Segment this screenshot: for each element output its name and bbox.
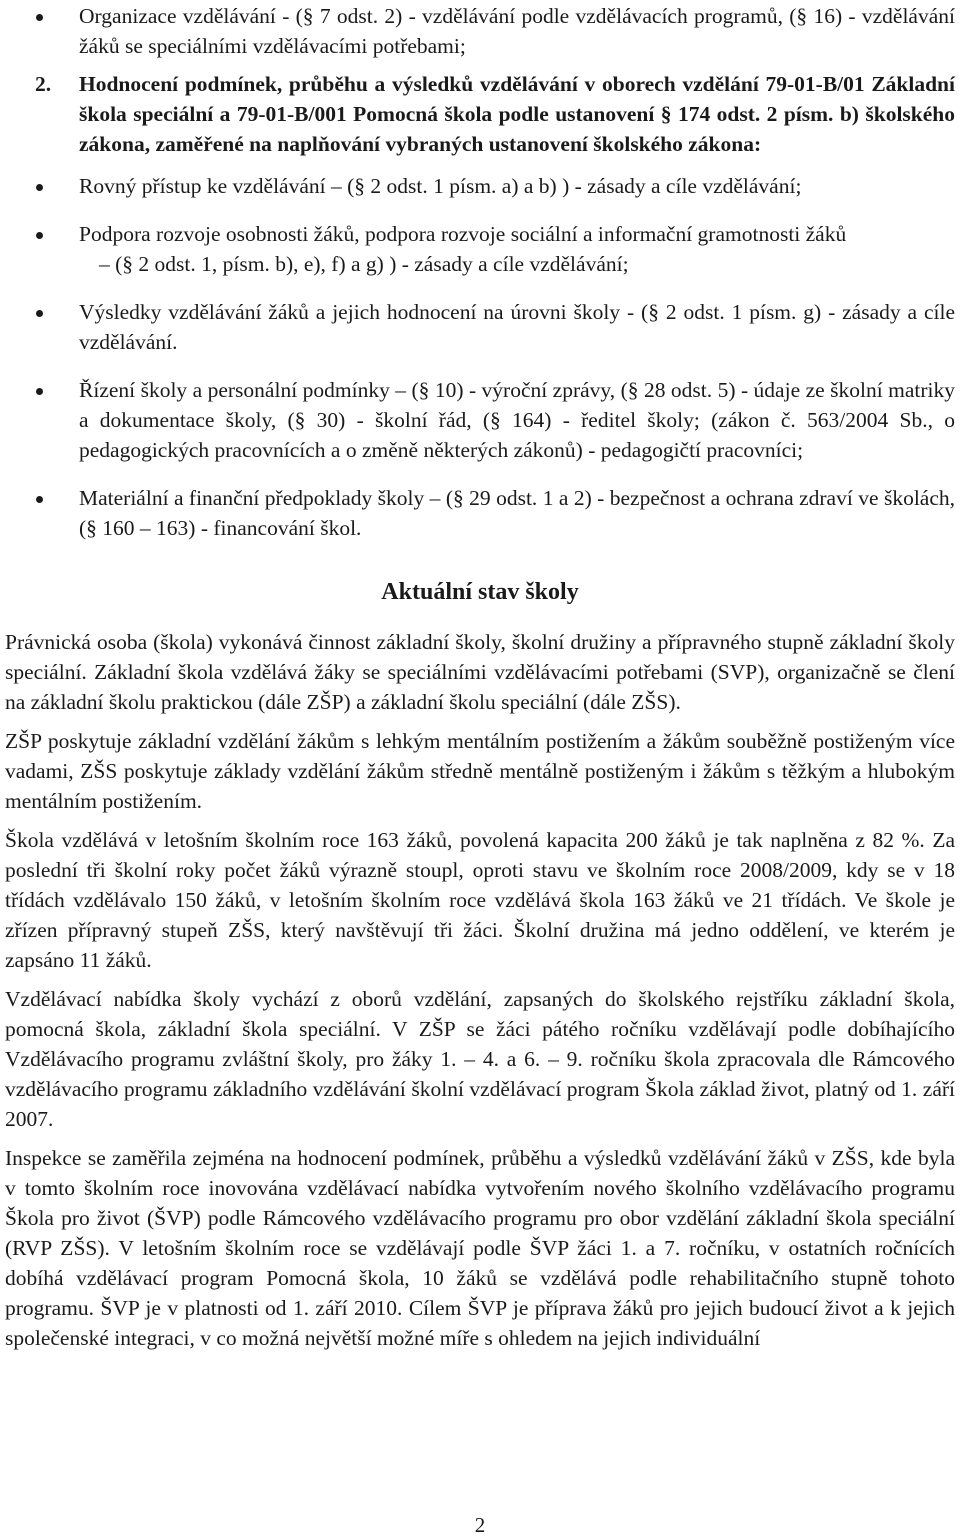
bullet-dot: [36, 14, 43, 21]
section-2: [5, 69, 955, 159]
section-2-bullet-item: [5, 375, 955, 465]
top-bullet-text: Organizace vzdělávání - (§ 7 odst. 2) - vzdělávání podle vzdělávacích programů, (§ 16) - vzdělávání žáků se speciálními vzdělávacími potřebami;: [79, 4, 955, 58]
bullet-dot: [36, 496, 43, 503]
section-2-number: 2.: [35, 72, 52, 96]
section-2-bullet-item: [5, 483, 955, 543]
bullet-dot: [36, 184, 43, 191]
paragraph: ZŠP poskytuje základní vzdělání žákům s lehkým mentálním postižením a žákům souběžně postiženým více vadami, ZŠS poskytuje základy vzdělání žákům středně mentálně postiženým i žákům s těžkým a hlubokým mentálním postižením.: [5, 729, 955, 813]
bullet-text: Výsledky vzdělávání žáků a jejich hodnocení na úrovni školy - (§ 2 odst. 1 písm. g) - zásady a cíle vzdělávání.: [79, 300, 955, 354]
bullet-text: Podpora rozvoje osobnosti žáků, podpora rozvoje sociální a informační gramotnosti žáků: [79, 222, 847, 246]
bullet-text: Řízení školy a personální podmínky – (§ 10) - výroční zprávy, (§ 28 odst. 5) - údaje ze školní matriky a dokumentace školy, (§ 30) - školní řád, (§ 164) - ředitel školy; (zákon č. 563/2004 Sb., o pedagogických pracovnících a o změně některých zákonů) - pedagogičtí pracovníci;: [79, 378, 955, 462]
paragraph: Inspekce se zaměřila zejména na hodnocení podmínek, průběhu a výsledků vzdělávání žáků v ZŠS, kde byla v tomto školním roce inovována vzdělávací nabídka vytvořením nového školního vzdělávacího programu Škola pro život (ŠVP) podle Rámcového vzdělávacího programu pro obor vzdělání základní škola speciální (RVP ZŠS). V letošním školním roce se vzdělávají podle ŠVP žáci 1. a 7. ročníku, v ostatních ročnících dobíhá vzdělávací program Pomocná škola, 10 žáků se vzdělává podle rehabilitačního stupně tohoto programu. ŠVP je v platnosti od 1. září 2010. Cílem ŠVP je příprava žáků pro jejich budoucí život a k jejich společenské integraci, v co možná největší možné míře s ohledem na jejich individuální: [5, 1146, 955, 1350]
section-heading: Aktuální stav školy: [381, 579, 579, 605]
paragraph: Vzdělávací nabídka školy vychází z oborů vzdělání, zapsaných do školského rejstříku základní škola, pomocná škola, základní škola speciální. V ZŠP se žáci pátého ročníku vzdělávají podle dobíhajícího Vzdělávacího programu zvláštní školy, pro žáky 1. – 4. a 6. – 9. ročníku škola zpracovala dle Rámcového vzdělávacího programu základního vzdělávání školní vzdělávací program Škola základ život, platný od 1. září 2007.: [5, 987, 955, 1131]
section-2-bullet-item: [5, 219, 955, 279]
bullet-text: Rovný přístup ke vzdělávání – (§ 2 odst. 1 písm. a) a b) ) - zásady a cíle vzdělávání;: [79, 174, 802, 198]
bullet-continuation: – (§ 2 odst. 1, písm. b), e), f) a g) ) - zásady a cíle vzdělávání;: [99, 252, 629, 276]
section-2-bullet-item: [5, 297, 955, 357]
bullet-dot: [36, 232, 43, 239]
page-number: 2: [474, 1513, 486, 1537]
paragraph: Právnická osoba (škola) vykonává činnost základní školy, školní družiny a přípravného stupně základní školy speciální. Základní škola vzdělává žáky se speciálními vzdělávacími potřebami (SVP), organizačně se člení na základní školu praktickou (dále ZŠP) a základní školu speciální (dále ZŠS).: [5, 630, 955, 714]
document-page: [5, 0, 955, 1362]
section-2-title: Hodnocení podmínek, průběhu a výsledků vzdělávání v oborech vzdělání 79-01-B/01 Základní škola speciální a 79-01-B/001 Pomocná škola podle ustanovení § 174 odst. 2 písm. b) školského zákona, zaměřené na naplňování vybraných ustanovení školského zákona:: [79, 72, 955, 156]
top-bullet-item: [5, 1, 955, 61]
bullet-dot: [36, 388, 43, 395]
bullet-dot: [36, 310, 43, 317]
paragraph: Škola vzdělává v letošním školním roce 163 žáků, povolená kapacita 200 žáků je tak naplněna z 82 %. Za poslední tři školní roky počet žáků výrazně stoupl, oproti stavu ve školním roce 2008/2009, kdy se v 18 třídách vzdělávalo 150 žáků, v letošním školním roce vzdělává škola 163 žáků ve 21 třídách. Ve škole je zřízen přípravný stupeň ZŠS, který navštěvují tři žáci. Školní družina má jedno oddělení, ve kterém je zapsáno 11 žáků.: [5, 828, 955, 972]
section-2-bullet-list: [5, 171, 955, 543]
bullet-text: Materiální a finanční předpoklady školy – (§ 29 odst. 1 a 2) - bezpečnost a ochrana zdraví ve školách, (§ 160 – 163) - financování škol.: [79, 486, 955, 540]
section-2-bullet-item: [5, 171, 955, 201]
